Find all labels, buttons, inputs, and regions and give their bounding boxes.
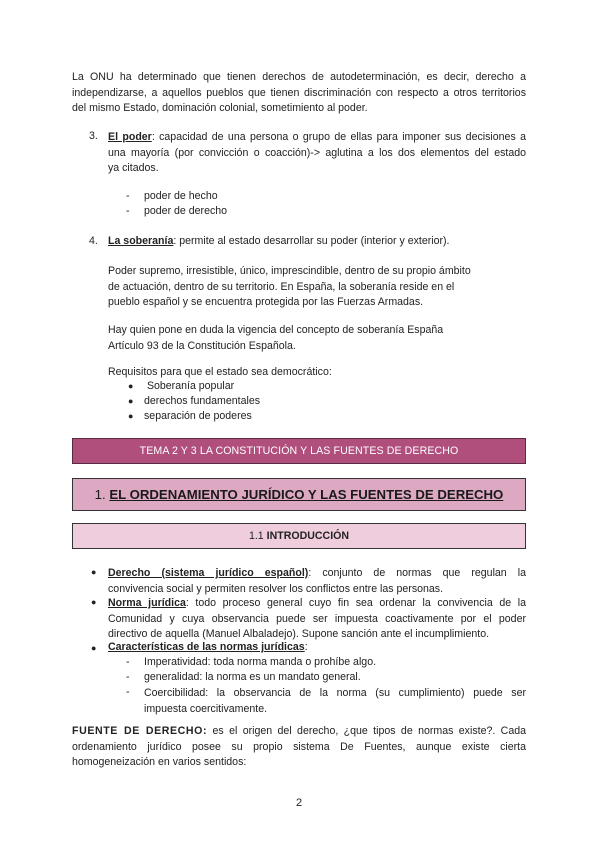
- caracteristicas-term: Características de las normas jurídicas: [108, 641, 305, 653]
- norma-term: Norma jurídica: [108, 597, 186, 609]
- fuente-paragraph: FUENTE DE DERECHO: es el origen del derecho, ¿que tipos de normas existe?. Cada ordenamiento jurídico posee su propio sistema De Fuentes, aunque existe cierta homogeneización en varios sentidos:: [72, 725, 527, 769]
- item-number: 3.: [89, 130, 98, 142]
- tema-title: TEMA 2 Y 3 LA CONSTITUCIÓN Y LAS FUENTES DE DERECHO: [139, 445, 459, 457]
- subsection-banner: [72, 523, 526, 549]
- bullet-marker: ●: [91, 597, 97, 607]
- fuente-term: FUENTE DE DERECHO:: [72, 725, 208, 737]
- poder-term: El poder: [108, 131, 152, 143]
- intro-paragraph: [72, 70, 526, 117]
- section-number: 1.: [94, 487, 106, 502]
- soberania-para1: Poder supremo, irresistible, único, imprescindible, dentro de su propio ámbito de actuación, dentro de su territorio. En España, la soberanía reside en el pueblo español y se encuentra protegida por las Fuerzas Armadas.: [108, 265, 471, 309]
- intro-line: La ONU ha determinado que tienen derechos de autodeterminación, es decir, derecho a: [72, 71, 526, 83]
- caracteristicas-heading: Características de las normas jurídicas:: [108, 641, 308, 653]
- norma-definition: Norma jurídica: todo proceso general cuyo fin sea ordenar la convivencia de la Comunidad y cuya observancia puede ser impuesta coactivamente por el poder directivo de aquella (Manuel Albaladejo). Supone sanción ante el incumplimiento.: [108, 597, 526, 641]
- section-banner: [72, 478, 526, 511]
- soberania-term: La soberanía: [108, 235, 174, 247]
- requisito-item: separación de poderes: [144, 410, 252, 422]
- coercibilidad-item: Coercibilidad: la observancia de la norma (su cumplimiento) puede ser impuesta coercitivamente.: [144, 687, 526, 715]
- subsection-title-text: INTRODUCCIÓN: [266, 530, 350, 542]
- requisito-item: Soberanía popular: [144, 380, 235, 392]
- page-number: 2: [296, 797, 303, 809]
- bullet-marker: ●: [91, 567, 97, 577]
- derecho-term: Derecho (sistema jurídico español): [108, 567, 309, 579]
- bullet-marker: ●: [91, 643, 97, 653]
- item-number: 4.: [89, 235, 98, 247]
- soberania-para2: Hay quien pone en duda la vigencia del concepto de soberanía España Artículo 93 de la Constitución Española.: [108, 324, 444, 352]
- bullet-marker: ●: [128, 411, 134, 421]
- dash-marker: -: [126, 205, 130, 217]
- intro-line: del mismo Estado, dominación colonial, sometimiento al poder.: [72, 102, 368, 115]
- poder-type: poder de derecho: [144, 205, 228, 217]
- soberania-heading: La soberanía: permite al estado desarrollar su poder (interior y exterior).: [108, 235, 450, 247]
- subsection-title: [73, 524, 525, 548]
- bullet-marker: ●: [128, 396, 134, 406]
- intro-line: independizarse, a aquellos pueblos que tienen discriminación con respecto a otros territorios: [72, 86, 526, 99]
- dash-marker: -: [126, 671, 130, 683]
- subsection-number: 1.1: [248, 530, 264, 542]
- requisitos-title: Requisitos para que el estado sea democrático:: [108, 366, 332, 378]
- section-title-text: EL ORDENAMIENTO JURÍDICO Y LAS FUENTES DE DERECHO: [109, 487, 504, 502]
- poder-type: poder de hecho: [144, 190, 218, 202]
- section-title: [73, 479, 525, 510]
- bullet-marker: ●: [128, 381, 134, 391]
- tema-banner: [72, 438, 526, 464]
- caracteristica-item: generalidad: la norma es un mandato general.: [144, 671, 361, 683]
- dash-marker: -: [126, 686, 130, 698]
- dash-marker: -: [126, 190, 130, 202]
- caracteristica-item: Imperatividad: toda norma manda o prohíbe algo.: [144, 656, 377, 668]
- requisito-item: derechos fundamentales: [144, 395, 261, 407]
- poder-paragraph: El poder: capacidad de una persona o grupo de ellas para imponer sus decisiones a una mayoría (por convicción o coacción)-> aglutina a los dos elementos del estado ya citados.: [108, 131, 526, 175]
- derecho-definition: Derecho (sistema jurídico español): conjunto de normas que regulan la convivencia social y permiten resolver los conflictos entre las personas.: [108, 567, 526, 595]
- dash-marker: -: [126, 656, 130, 668]
